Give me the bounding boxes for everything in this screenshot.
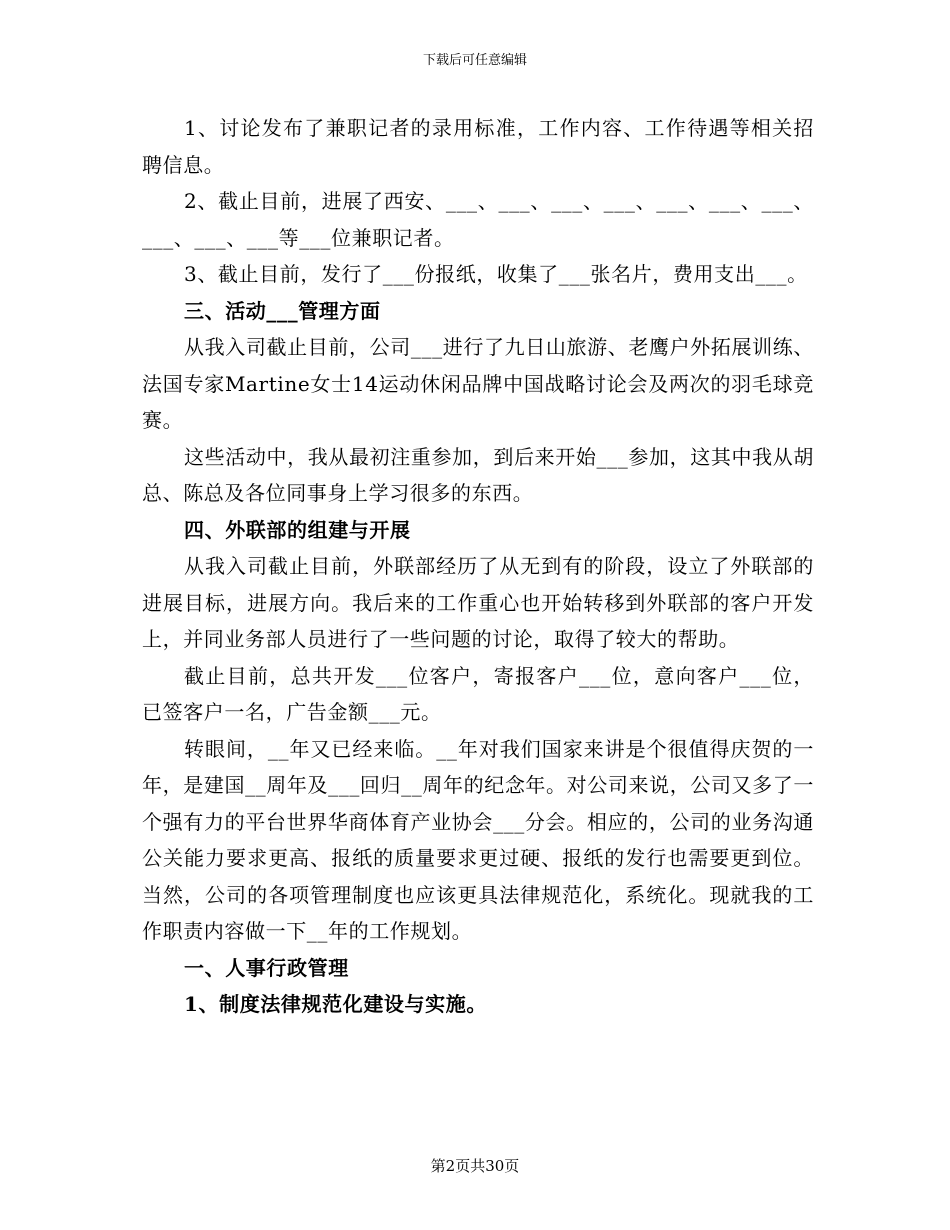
section-heading: 一、人事行政管理 (184, 955, 349, 980)
section-heading: 四、外联部的组建与开展 (184, 517, 411, 542)
paragraph: 从我入司截止目前，公司___进行了九日山旅游、老鹰户外拓展训练、法国专家Martine女士14运动休闲品牌中国战略讨论会及两次的羽毛球竞赛。 (142, 335, 814, 432)
paragraph: 3、截止目前，发行了___份报纸，收集了___张名片，费用支出___。 (184, 262, 808, 286)
page-footer: 第2页共30页 (430, 1157, 520, 1175)
page-header: 下载后可任意编辑 (422, 53, 527, 68)
paragraph: 转眼间，__年又已经来临。__年对我们国家来讲是个很值得庆贺的一年，是建国__周年及___回归__周年的纪念年。对公司来说，公司又多了一个强有力的平台世界华商体育产业协会___分会。相应的，公司的业务沟通公关能力要求更高、报纸的质量要求更过硬、报纸的发行也需要更到位。当然，公司的各项管理制度也应该更具法律规范化，系统化。现就我的工作职责内容做一下__年的工作规划。 (142, 736, 814, 943)
section-heading: 三、活动___管理方面 (184, 298, 381, 323)
paragraph: 2、截止目前，进展了西安、___、___、___、___、___、___、___、___、___、___等___位兼职记者。 (142, 189, 814, 250)
paragraph: 从我入司截止目前，外联部经历了从无到有的阶段，设立了外联部的进展目标，进展方向。我后来的工作重心也开始转移到外联部的客户开发上，并同业务部人员进行了一些问题的讨论，取得了较大的帮助。 (142, 554, 814, 651)
paragraph: 1、讨论发布了兼职记者的录用标准，工作内容、工作待遇等相关招聘信息。 (142, 116, 814, 177)
paragraph: 截止目前，总共开发___位客户，寄报客户___位，意向客户___位，已签客户一名，广告金额___元。 (142, 663, 814, 724)
subsection-heading: 1、制度法律规范化建设与实施。 (184, 992, 487, 1016)
document-body (142, 110, 814, 1023)
paragraph: 这些活动中，我从最初注重参加，到后来开始___参加，这其中我从胡总、陈总及各位同事身上学习很多的东西。 (142, 444, 814, 505)
